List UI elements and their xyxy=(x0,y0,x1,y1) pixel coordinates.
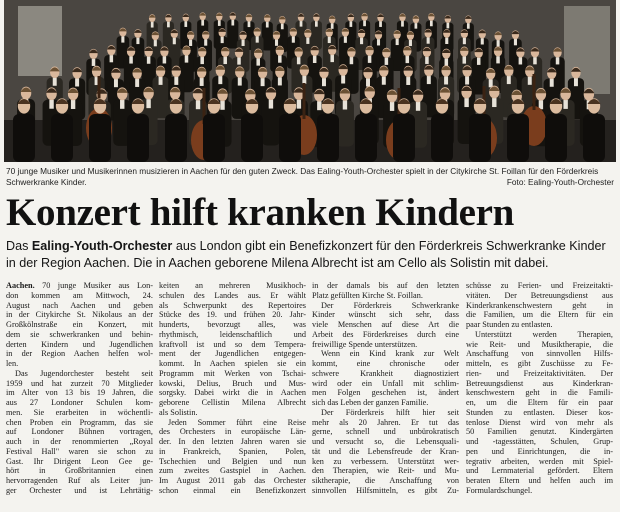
musician-shirt xyxy=(464,98,468,107)
article-line: Großkölnstraße ein Konzert, mit xyxy=(6,320,153,329)
article-line: Kinder wünscht sich sehr, dass xyxy=(312,310,459,320)
musician-shirt xyxy=(185,55,189,62)
musician-shirt xyxy=(409,40,412,46)
article-line: aus 27 Londoner Schulen kom- xyxy=(6,398,153,407)
musician-shirt xyxy=(242,40,245,46)
article-line: Stunden zu entlasten. Dieser kos- xyxy=(466,407,613,417)
article-line: en, um die Eltern für ein paar xyxy=(466,398,613,407)
musician-shirt xyxy=(550,79,554,87)
article-line: kowski, Delius, Bruch und Mus- xyxy=(159,378,306,388)
article-line: sich das Leben der ganzen Familie. xyxy=(312,398,429,407)
musician-shirt xyxy=(465,76,469,84)
musician-shirt xyxy=(154,40,157,46)
article-line: der. In den letzten Jahren waren sie xyxy=(159,437,306,446)
musician-shirt xyxy=(238,77,242,85)
musician-shirt xyxy=(281,24,284,30)
front-musician-body xyxy=(127,114,149,162)
musician-shirt xyxy=(317,101,321,110)
article-line: tegrativ arbeiten, werden mit Spiel- xyxy=(466,456,613,466)
article-line: pen und Einrichtungen, die in- xyxy=(466,446,613,456)
musician-shirt xyxy=(221,37,224,43)
musician-shirt xyxy=(477,58,481,65)
article-body xyxy=(6,281,614,511)
musician-shirt xyxy=(218,76,222,84)
article-line: gerne, schnell und unbürokratisch xyxy=(312,427,459,437)
article-line: chen Proben ein Programm, das sie xyxy=(6,417,153,427)
article-line: und -tagesstätten, Schulen, Grup- xyxy=(466,437,613,446)
article-line: tenlose Dienst wird von mehr als xyxy=(466,417,613,427)
front-musician-body xyxy=(203,114,225,162)
article-line: in der Citykirche St. Nikolaus an der xyxy=(6,310,153,320)
musician-shirt xyxy=(382,77,386,85)
article-line: den Therapien, wie Reit- und Mu- xyxy=(312,466,459,476)
musician-shirt xyxy=(427,37,430,43)
deck-line-2: in der Region Aachen. Die in Aachen geborene Milena Albrecht ist am Cello als Solistin mit dabei. xyxy=(6,256,549,270)
article-line: keiten an mehreren Musikhoch- xyxy=(159,281,306,290)
musician-shirt xyxy=(306,38,309,44)
article-line: ment der Jugendlichen entgegen- xyxy=(159,349,306,359)
article-line: Platz gefüllten Kirche St. Foillan. xyxy=(312,290,423,300)
article-line: ger Orchester und ist Lehrtätig- xyxy=(6,485,153,495)
caption-line-2: Schwerkranke Kinder. xyxy=(6,176,87,187)
front-musician-body xyxy=(89,114,111,162)
musician-shirt xyxy=(248,21,251,27)
musician-shirt xyxy=(120,100,124,109)
article-line: mehr als 20 Jahren. Er tut das xyxy=(312,417,459,427)
musician-shirt xyxy=(330,55,334,62)
musician-shirt xyxy=(415,23,418,29)
article-column-1 xyxy=(6,281,153,511)
photo-caption xyxy=(6,166,614,190)
deck-line-1 xyxy=(6,238,614,255)
front-musician-body xyxy=(431,114,453,162)
article-line: im Alter von 13 bis 19 Jahren, die xyxy=(6,388,153,398)
musician-shirt xyxy=(151,22,154,28)
article-line: und versucht so, die Lebensquali- xyxy=(312,437,459,446)
cello-neck xyxy=(533,74,536,110)
musician-shirt xyxy=(174,77,178,85)
article-line: sorgsky. Dabei wirkt die in Aachen xyxy=(159,388,306,398)
musician-shirt xyxy=(75,78,79,86)
front-musician-body xyxy=(51,114,73,162)
article-line: ken zu verbessern. Unterstützt wer- xyxy=(312,456,459,466)
musician-shirt xyxy=(223,57,227,64)
musician-shirt xyxy=(385,58,389,65)
musician-shirt xyxy=(196,100,200,109)
article-line: dem sie schwerkranken und behin- xyxy=(6,329,153,339)
musician-shirt xyxy=(425,57,429,64)
caption-line-1: 70 junge Musiker und Musikerinnen musizieren in Aachen für den guten Zweck. Das Ealing-Youth-Orchester spielt in der Citykirche St. Foillan für den Förderkreis xyxy=(6,166,599,176)
musician-shirt xyxy=(514,39,517,45)
article-line: auf Londoner Bühnen vortragen, xyxy=(6,427,153,437)
article-line: August nach Aachen und geben xyxy=(6,300,153,310)
musician-shirt xyxy=(401,21,404,27)
musician-shirt xyxy=(444,76,448,84)
musician-shirt xyxy=(189,40,192,46)
article-line: des Orchesters in europäische Län- xyxy=(159,427,306,437)
musician-shirt xyxy=(297,57,301,64)
front-musician-body xyxy=(507,114,529,162)
musician-shirt xyxy=(71,100,75,109)
musician-shirt xyxy=(266,22,269,28)
photo-credit: Foto: Ealing-Youth-Orchester xyxy=(506,176,614,187)
musician-shirt xyxy=(363,21,366,27)
musician-shirt xyxy=(467,23,470,29)
musician-shirt xyxy=(445,59,449,66)
musician-shirt xyxy=(292,36,295,42)
musician-shirt xyxy=(519,57,523,64)
musician-shirt xyxy=(231,20,234,26)
article-line: schulen des Landes aus. Er wählt xyxy=(159,290,306,300)
article-line: Unterstützt werden Therapien, xyxy=(475,329,613,339)
article-line: hört in Großbritannien einen xyxy=(6,466,153,476)
musician-shirt xyxy=(322,78,326,86)
article-line: Im August 2011 gab das Orchester xyxy=(159,476,306,485)
article-line: beraten Eltern und helfen auch im xyxy=(466,476,613,485)
article-line: wird oder ein Unfall mit schlim- xyxy=(312,378,459,388)
musician-shirt xyxy=(556,57,560,64)
front-musician-body xyxy=(393,114,415,162)
musician-shirt xyxy=(427,76,431,84)
front-musician-body xyxy=(13,114,35,162)
musician-shirt xyxy=(200,78,204,86)
article-line: als Solistin. xyxy=(159,407,198,417)
musician-shirt xyxy=(463,56,467,63)
article-line: Der Förderkreis hilft hier seit xyxy=(321,407,459,417)
article-line: rhythmisch, leidenschaftlich und xyxy=(159,329,306,339)
front-musician-body xyxy=(545,114,567,162)
musician-shirt xyxy=(350,57,354,64)
deck-part-1: Das xyxy=(6,239,32,253)
article-line: Programm mit Werken von Tschai- xyxy=(159,368,306,378)
musician-shirt xyxy=(313,56,317,63)
musician-shirt xyxy=(406,77,410,85)
musician-shirt xyxy=(445,38,448,44)
musician-shirt xyxy=(163,56,167,63)
article-line: rien- und Freizeitaktivitäten. Der xyxy=(466,368,613,378)
article-line: men Folgen geschehen ist, ändert xyxy=(312,388,459,398)
musician-shirt xyxy=(528,77,532,85)
deck-orchestra-name: Ealing-Youth-Orchester xyxy=(31,239,173,253)
musician-shirt xyxy=(201,20,204,26)
musician-shirt xyxy=(328,37,331,43)
musician-shirt xyxy=(256,58,260,65)
article-line: freiwillige Spende unterstützen. xyxy=(312,339,418,349)
musician-shirt xyxy=(416,102,420,111)
article-line: hunderts, bevorzugt alles, was xyxy=(159,320,306,329)
article-line: Das Jugendorchester besteht seit xyxy=(15,368,153,378)
musician-shirt xyxy=(343,101,347,110)
musician-shirt xyxy=(463,38,466,44)
musician-shirt xyxy=(341,75,345,83)
deck-part-2: aus London gibt ein Benefizkonzert für den Förderkreis Schwerkranke Kinder xyxy=(172,239,606,253)
front-musician-body xyxy=(469,114,491,162)
musician-shirt xyxy=(360,38,363,44)
article-line: Arbeit des Förderkreises durch eine xyxy=(312,329,459,339)
musician-shirt xyxy=(300,21,303,27)
photo-window-left xyxy=(18,6,62,76)
article-line: sinnvollen Hilfsmitteln, es gibt Zu- xyxy=(312,485,459,495)
article-line: Stücke des 19. und frühen 20. Jahr- xyxy=(159,310,306,320)
front-musician-body xyxy=(355,114,377,162)
musician-shirt xyxy=(396,39,399,45)
musician-shirt xyxy=(220,101,224,110)
article-line: kraftvoll ist und so dem Tempera- xyxy=(159,339,306,349)
musician-shirt xyxy=(159,77,163,85)
musician-shirt xyxy=(489,79,493,87)
article-line: Kinderkrankenschwestern geht in xyxy=(466,300,613,310)
article-line: paar Stunden zu entlasten. xyxy=(466,320,553,329)
musician-shirt xyxy=(533,57,537,64)
article-line: mitteln, es gibt Zuschüsse zu Fe- xyxy=(466,359,613,368)
article-line: hervorragenden Ruf als Leiter jun- xyxy=(6,476,153,485)
musician-shirt xyxy=(184,21,187,27)
musician-shirt xyxy=(302,76,306,84)
orchestra-photo-graphic xyxy=(4,0,616,162)
musician-shirt xyxy=(275,40,278,46)
article-line: Wenn ein Kind krank zur Welt xyxy=(321,349,459,359)
musician-shirt xyxy=(200,57,204,64)
musician-shirt xyxy=(167,22,170,28)
article-line: 50 Familien genutzt. Kindergärten xyxy=(466,427,613,437)
article-line: schon einmal ein Benefizkonzert xyxy=(159,485,306,495)
article-line: und Lernmaterial gefördert. Eltern xyxy=(466,466,613,476)
musician-shirt xyxy=(204,39,207,45)
article-line: kenschwestern geht in die Famili- xyxy=(466,388,613,398)
article-column-4 xyxy=(466,281,613,511)
musician-shirt xyxy=(237,57,241,64)
article-line xyxy=(6,281,153,291)
musician-shirt xyxy=(114,79,118,87)
musician-shirt xyxy=(278,77,282,85)
article-column-3 xyxy=(312,281,459,511)
article-line: schwere Krankheit diagnostiziert xyxy=(312,368,459,378)
article-line: kommt. In Aachen spielen sie ein xyxy=(159,359,306,368)
musician-shirt xyxy=(269,100,273,109)
musician-shirt xyxy=(129,56,133,63)
article-line: in der damals bis auf den letzten xyxy=(312,281,459,290)
article-line: auch in der renommierten „Royal xyxy=(6,437,153,446)
orchestra-photo xyxy=(4,0,616,162)
musician-shirt xyxy=(574,78,578,86)
musician-shirt xyxy=(350,21,353,27)
article-line: kommt, eine chronische oder xyxy=(312,359,459,368)
article-line: Anschaffung von sinnvollen Hilfs- xyxy=(466,349,613,359)
musician-shirt xyxy=(146,99,150,108)
musician-shirt xyxy=(135,79,139,87)
article-line: Jeden Sommer führt eine Reise xyxy=(168,417,306,427)
musician-shirt xyxy=(173,38,176,44)
front-musician-body xyxy=(317,114,339,162)
musician-shirt xyxy=(492,98,496,107)
musician-shirt xyxy=(136,38,139,44)
article-dateline: Aachen. xyxy=(6,281,35,290)
musician-shirt xyxy=(110,55,114,62)
musician-shirt xyxy=(256,36,259,42)
musician-shirt xyxy=(344,37,347,43)
article-column-2 xyxy=(159,281,306,511)
newspaper-page xyxy=(4,0,616,512)
article-line: zum zweites Gastspiel in Aachen. xyxy=(159,466,306,476)
article-line: Festival Hall" waren sie schon zu xyxy=(6,446,153,456)
article-line: men. Sie erarbeiten in wöchentli- xyxy=(6,407,153,417)
musician-shirt xyxy=(147,57,151,64)
musician-shirt xyxy=(377,39,380,45)
front-musician-body xyxy=(241,114,263,162)
article-line: wie Reit- und Musiktherapie, die xyxy=(466,339,613,349)
musician-shirt xyxy=(218,20,221,26)
musician-shirt xyxy=(53,78,57,86)
musician-shirt xyxy=(497,40,500,46)
article-line: Formulardschungel. xyxy=(466,485,533,495)
musician-shirt xyxy=(496,56,500,63)
article-line: Betreuungsdienst aus Kinderkran- xyxy=(466,378,613,388)
musician-shirt xyxy=(121,36,124,42)
article-line: 1959 und hat zurzeit 70 Mitglieder xyxy=(6,378,153,388)
musician-shirt xyxy=(507,76,511,84)
cello-neck xyxy=(303,83,306,119)
article-line-text: 70 junge Musiker aus Lon- xyxy=(34,281,153,290)
musician-shirt xyxy=(331,23,334,29)
musician-shirt xyxy=(278,56,282,63)
musician-shirt xyxy=(368,56,372,63)
article-line: tät und die Lebensfreude der Kran- xyxy=(312,446,459,456)
musician-shirt xyxy=(390,102,394,111)
article-line: len. xyxy=(6,359,19,368)
article-line: geborene Cellistin Milena Albrecht xyxy=(159,398,306,407)
article-line: don kommen am Mittwoch, 24. xyxy=(6,290,153,300)
article-line: die Familien, um die Eltern für ein xyxy=(466,310,613,320)
deck xyxy=(6,238,614,272)
musician-shirt xyxy=(563,100,567,109)
article-line: schüsse zu Ferien- und Freizeitakti- xyxy=(466,281,613,290)
front-musician-body xyxy=(583,114,605,162)
article-line: vitäten. Der Betreuungsdienst aus xyxy=(466,290,613,300)
musician-shirt xyxy=(430,21,433,27)
front-musician-body xyxy=(165,114,187,162)
article-line: in Frankreich, Spanien, Polen, xyxy=(159,446,306,456)
musician-shirt xyxy=(379,21,382,27)
front-musician-body xyxy=(279,114,301,162)
musician-shirt xyxy=(366,78,370,86)
article-line: Gast. Ihr Dirigent Leon Gee ge- xyxy=(6,456,153,466)
article-line: siktherapie, die Anschaffung von xyxy=(312,476,459,485)
musician-shirt xyxy=(49,100,53,109)
headline: Konzert hilft kranken Kindern xyxy=(6,191,515,234)
musician-shirt xyxy=(261,78,265,86)
musician-shirt xyxy=(406,56,410,63)
musician-shirt xyxy=(92,59,96,66)
article-line: Tschechien und Belgien und nun xyxy=(159,456,306,466)
musician-shirt xyxy=(481,38,484,44)
article-line: viele Menschen auf diese Art die xyxy=(312,320,459,329)
article-line: Der Förderkreis Schwerkranke xyxy=(321,300,459,310)
musician-shirt xyxy=(315,21,318,27)
article-line: in der Region Aachen helfen wol- xyxy=(6,349,153,359)
article-line: derten Kindern und Jugendlichen xyxy=(6,339,153,349)
musician-shirt xyxy=(297,100,301,109)
musician-shirt xyxy=(447,23,450,29)
article-line: als Schwerpunkt des Repertoires xyxy=(159,300,306,310)
